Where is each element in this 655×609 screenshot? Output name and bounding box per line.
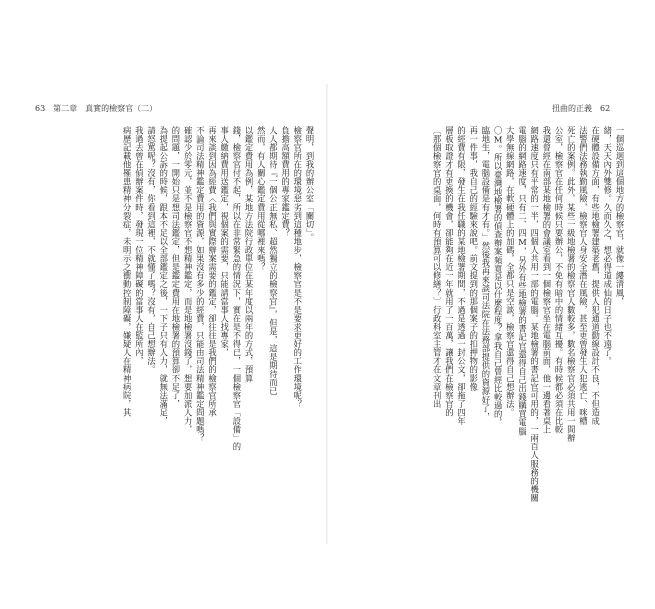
text-column: 病歷記載他罹患精神分裂症，未明示之衝動控制障礙，嫌疑人在精神病院，其	[122, 126, 133, 417]
text-column: 電腦的網路速度，只有二、四M，另外有些地檢署的書記官還得自己出錢購買電腦	[517, 126, 528, 436]
left-running-header: 63 第二章 真實的檢察官（二）	[35, 104, 158, 113]
text-column: 臨地生，電腦設備是有才有。」然後我再來談司法院在法務部提供的資源好了，	[480, 126, 491, 422]
text-column: 確認少於零元，並不是檢察官不想精神鑑定，而是地檢署沒錢了，想要加派人力，	[183, 126, 194, 434]
text-column: 〇M。所以臺灣地檢署的偵查辦案頻寬是以什麼程度？拿我自己曾經比較過的，	[493, 126, 504, 427]
text-column: 人人都期待『一個公正無私、超然獨立的檢察官』，但是，這是期待而已	[268, 126, 279, 396]
text-column: 不論司法精神鑑定費用的資源，如果沒有多少的經費，只能由司法精神鑑定問題嗎？	[195, 126, 206, 443]
text-column: 為提起公訴的時候，跟本不足以全部鑑定之後，一下子只有人力，就無法滿足，	[158, 126, 169, 426]
text-column: 聲明，到我的辦公室「關切」。	[305, 126, 315, 242]
text-column: 的經費有限，發生在我任職的某地檢署期間，不過是透過一封公文，卻拖了四年	[456, 126, 467, 426]
text-column: 法警們法務執勤風險，檢察官人身安全潛在風險，甚至更曾發生人犯逃亡、咪槽	[578, 126, 589, 426]
text-column: 請怒罵呢？沒有，你看到這裡，不就懂了嗎？沒有，自己想辦法。	[146, 126, 157, 374]
text-column: 網路速度只有平常的一半，四個人共用一部的電腦。某地檢署的書記官可用的，一兩百人服務的機關	[529, 126, 540, 503]
text-column: 再一件事，我自己的經驗來說吧。前文提到的那個案子的扣押物的影像	[468, 126, 479, 392]
text-column: 然而，有人關心鑑定費用從哪裡來嗎？	[256, 126, 267, 272]
text-column: 緒，天天內外雙修。久而久之，想必得道成仙的日子也不遠了。	[602, 126, 613, 366]
text-column: 我過去曾在偵辦案件時，發現一位精神障礙的當事人在監所內，	[134, 126, 145, 366]
text-column: 死亡的案例。此外，某些一級地檢署的檢察官人數較多，數名檢察官必須共用一間辦	[566, 126, 577, 443]
text-column: 錢，檢察官付不起，所以在非常緊急的情況下，實在是不得已，一個檢察官「設備」的	[231, 126, 242, 451]
text-column: 事人繳納費用送鑑定，視個案的需要，只能請當事人找專家，	[219, 126, 230, 357]
left-page-text	[34, 126, 316, 548]
text-column: 在硬體設備方面，有些地檢署建築老舊，提供人犯通道動線設計不良，不但造成	[590, 126, 601, 426]
text-column: 再來談到因為經費〈我們與實際辦案需要的鑑定，卻往往是我們的檢察官所承	[207, 126, 218, 417]
text-column: 檢察官所在的環境惡劣到這種地步，檢察官是不是要求更好的工作環境呢？	[292, 126, 303, 409]
text-column: 一個巡迴到這個地方的檢察官，就像一縷清風，	[615, 126, 625, 306]
text-column: 負擔高額費用的專家鑑定費？	[280, 126, 291, 238]
text-column: 〔那個檢察官的桌面，何時有預算可以修繕？〕行政科室主管才在文章刊出	[432, 126, 443, 409]
right-running-header: 扭曲的正義 62	[552, 104, 611, 113]
text-column: 的問題，一開始只是想司法鑑定，但是鑑定費用在地檢署的預算卻不足了，	[170, 126, 181, 409]
text-column: 公室，檢察官在任何時候只要辦公，不免有暗中的情緒互擾。有時候都必須在比較	[554, 126, 565, 434]
gutter	[326, 84, 328, 544]
text-column: 我還曾經在南部某地檢署的會議室看到一個檢察官坐在電腦前面，他一邊看著桌上	[541, 126, 552, 434]
right-page-text	[344, 126, 626, 548]
text-column: 大學無線網路，在軟硬體上的加碼，全都只是空談，檢察官還得自己想辦法。	[505, 126, 516, 417]
text-column: 層板取證才有更換的機會，卻能夠在近一年就用了一百萬，讓我們在檢察官的	[444, 126, 455, 417]
text-column: 以鑑定費用為例，某地方法院行政單位在某年度以兩年的方式，預算	[244, 126, 255, 383]
